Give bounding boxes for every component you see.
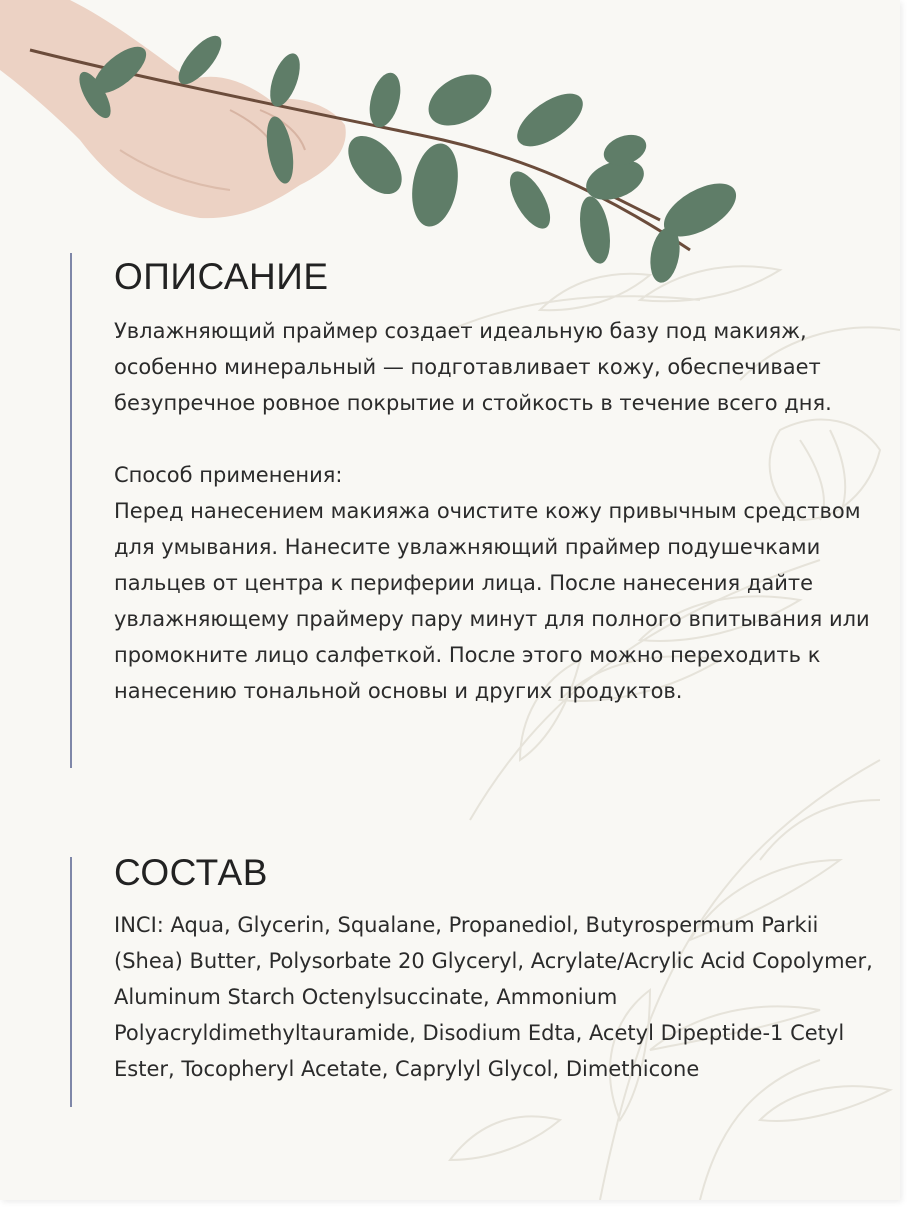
description-text: Увлажняющий праймер создает идеальную базу под макияж, особенно минеральный — подготавливает кожу, обеспечивает безупречное ровное покрытие и стойкость в течение всего дня. xyxy=(114,319,832,415)
method-text: Перед нанесением макияжа очистите кожу привычным средством для умывания. Нанесите увлажняющий праймер подушечками пальцев от центра к периферии лица. После нанесения дайте увлажняющему праймеру пару минут для полного впитывания или промокните лицо салфеткой. После этого можно переходить к нанесению тональной основы и других продуктов. xyxy=(114,499,870,703)
description-heading: ОПИСАНИЕ xyxy=(114,256,329,297)
method-title: Способ применения: xyxy=(114,463,343,487)
composition-section xyxy=(70,852,874,1107)
composition-inci-text: INCI: Aqua, Glycerin, Squalane, Propanediol, Butyrospermum Parkii (Shea) Butter, Polysorbate 20 Glyceryl, Acrylate/Acrylic Acid Copolymer, Aluminum Starch Octenylsuccinate, Ammonium Polyacryldimethyltauramide, Disodium Edta, Acetyl Dipeptide-1 Cetyl Ester, Tocopheryl Acetate, Caprylyl Glycol, Dimethicone xyxy=(114,913,873,1081)
description-section xyxy=(70,253,874,768)
composition-heading: СОСТАВ xyxy=(114,852,268,893)
